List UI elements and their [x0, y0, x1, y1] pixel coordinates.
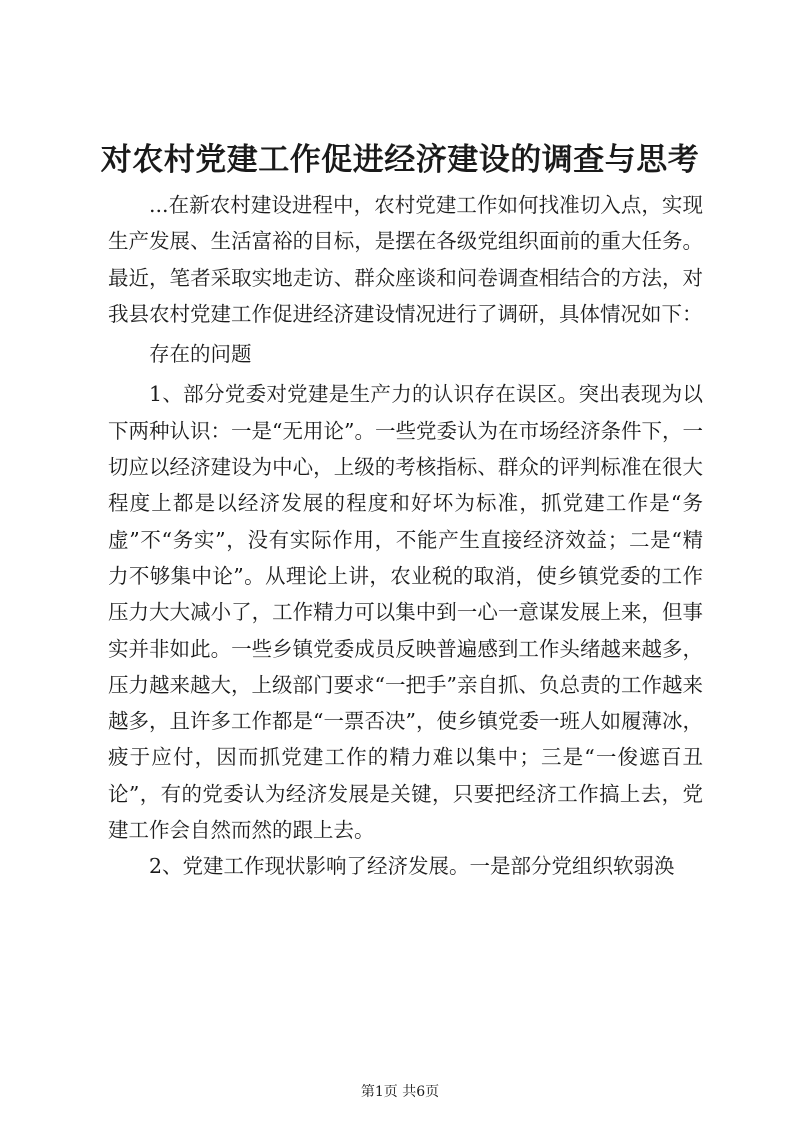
problem-paragraph-2: 2、党建工作现状影响了经济发展。一是部分党组织软弱涣	[149, 854, 675, 879]
document-body	[108, 187, 703, 885]
problem-paragraph-1: 1、部分党委对党建是生产力的认识存在误区。突出表现为以下两种认识：一是“无用论”。一些党委认为在市场经济条件下，一切应以经济建设为中心，上级的考核指标、群众的评判标准在很大程度上都是以经济发展的程度和好坏为标准，抓党建工作是“务虚”不“务实”，没有实际作用，不能产生直接经济效益；二是“精力不够集中论”。从理论上讲，农业税的取消，使乡镇党委的工作压力大大减小了，工作精力可以集中到一心一意谋发展上来，但事实并非如此。一些乡镇党委成员反映普遍感到工作头绪越来越多，压力越来越大，上级部门要求“一把手”亲自抓、负总责的工作越来越多，且许多工作都是“一票否决”，使乡镇党委一班人如履薄冰，疲于应付，因而抓党建工作的精力难以集中；三是“一俊遮百丑论”，有的党委认为经济发展是关键，只要把经济工作搞上去，党建工作会自然而然的跟上去。	[108, 382, 703, 843]
document-title: 对农村党建工作促进经济建设的调查与思考	[100, 142, 700, 178]
section-heading-problems: 存在的问题	[149, 342, 252, 367]
intro-paragraph: ...在新农村建设进程中，农村党建工作如何找准切入点，实现生产发展、生活富裕的目标，是摆在各级党组织面前的重大任务。最近，笔者采取实地走访、群众座谈和问卷调查相结合的方法，对我县农村党建工作促进经济建设情况进行了调研，具体情况如下：	[108, 193, 703, 326]
page-footer: 第1页 共6页	[360, 1084, 440, 1100]
